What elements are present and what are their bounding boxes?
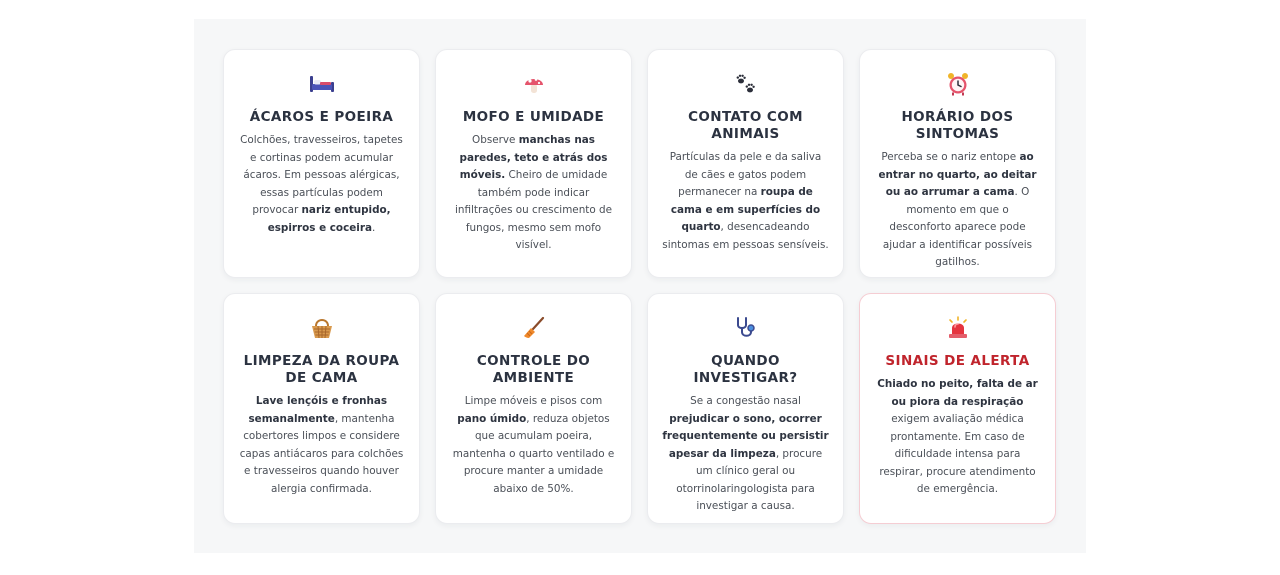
alarm-clock-icon xyxy=(874,72,1041,96)
card-title: LIMPEZA DA ROUPA DE CAMA xyxy=(243,353,400,386)
tip-card-when-to-investigate xyxy=(647,293,844,524)
paw-prints-icon xyxy=(662,72,829,96)
card-description: Lave lençóis e fronhas semanalmente, mantenha cobertores limpos e considere capas antiácaros para colchões e travesseiros quando houver alergia confirmada. xyxy=(239,395,404,495)
card-description: Partículas da pele e da saliva de cães e gatos podem permanecer na roupa de cama e em superfícies do quarto, desencadeando sintomas em pessoas sensíveis. xyxy=(662,151,829,251)
tips-section xyxy=(194,19,1086,553)
tip-card-warning-signs xyxy=(859,293,1056,524)
bed-icon xyxy=(238,72,405,96)
tip-card-bedding-cleaning xyxy=(223,293,420,524)
card-description: Observe manchas nas paredes, teto e atrás dos móveis. Cheiro de umidade também pode indicar infiltrações ou crescimento de fungos, mesmo sem mofo visível. xyxy=(454,134,613,251)
card-description: Colchões, travesseiros, tapetes e cortinas podem acumular ácaros. Em pessoas alérgicas, essas partículas podem provocar nariz entupido, espirros e coceira. xyxy=(240,134,403,234)
card-title: MOFO E UMIDADE xyxy=(462,109,605,125)
tip-card-environment xyxy=(435,293,632,524)
broom-icon xyxy=(450,316,617,340)
tip-card-symptom-timing xyxy=(859,49,1056,278)
card-title: CONTROLE DO AMBIENTE xyxy=(476,353,591,386)
card-description: Perceba se o nariz entope ao entrar no quarto, ao deitar ou ao arrumar a cama. O momento em que o desconforto aparece pode ajudar a identificar possíveis gatilhos. xyxy=(878,151,1037,268)
card-title: CONTATO COM ANIMAIS xyxy=(688,109,803,142)
siren-light-icon xyxy=(874,316,1041,340)
card-title: QUANDO INVESTIGAR? xyxy=(693,353,798,386)
tip-card-animals xyxy=(647,49,844,278)
tips-grid xyxy=(223,49,1056,524)
card-description: Chiado no peito, falta de ar ou piora da respiração exigem avaliação médica prontamente. Em caso de dificuldade intensa para respirar, procure atendimento de emergência. xyxy=(877,378,1038,495)
card-description: Se a congestão nasal prejudicar o sono, ocorrer frequentemente ou persistir apesar da limpeza, procure um clínico geral ou otorrinolaringologista para investigar a causa. xyxy=(662,395,829,512)
card-title: HORÁRIO DOS SINTOMAS xyxy=(901,109,1014,142)
card-description: Limpe móveis e pisos com pano úmido, reduza objetos que acumulam poeira, mantenha o quarto ventilado e procure manter a umidade abaixo de 50%. xyxy=(452,395,615,495)
card-title: ÁCAROS E POEIRA xyxy=(249,109,394,125)
card-title: SINAIS DE ALERTA xyxy=(885,353,1030,369)
mushroom-icon xyxy=(450,72,617,96)
tip-card-mold xyxy=(435,49,632,278)
stethoscope-icon xyxy=(662,316,829,340)
tip-card-dust-mites xyxy=(223,49,420,278)
basket-icon xyxy=(238,316,405,340)
